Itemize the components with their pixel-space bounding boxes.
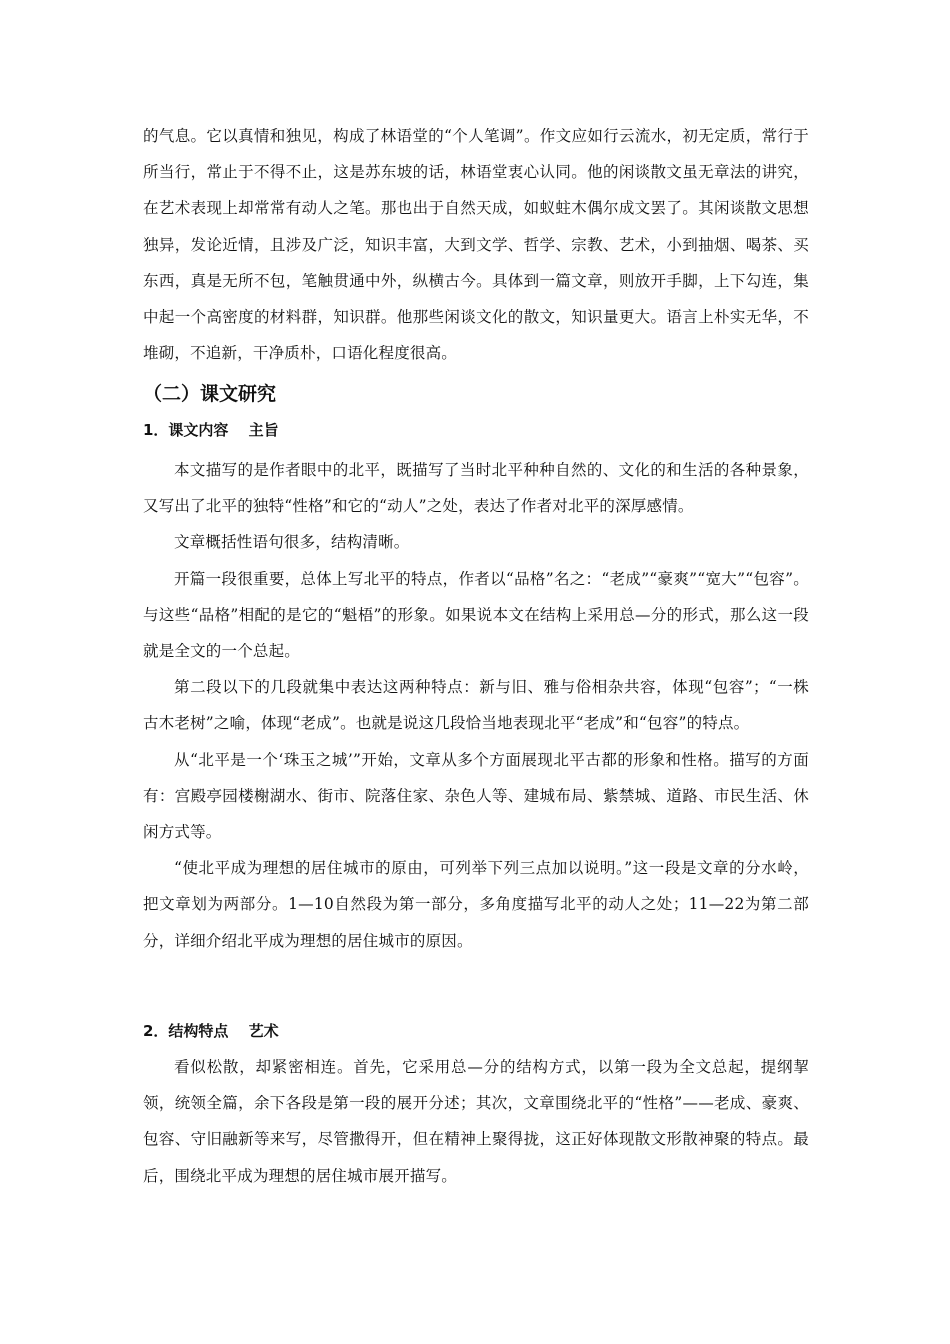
part2-body — [143, 1049, 809, 1194]
intro-paragraph: 的气息。它以真情和独见，构成了林语堂的“个人笔调”。作文应如行云流水，初无定质，常行于所当行，常止于不得不止，这是苏东坡的话，林语堂衷心认同。他的闲谈散文虽无章法的讲究，在艺术表现上却常常有动人之笔。那也出于自然天成，如蚁蛀木偶尔成文罢了。其闲谈散文思想独异，发论近情，且涉及广泛，知识丰富，大到文学、哲学、宗教、艺术，小到抽烟、喝茶、买东西，真是无所不包，笔触贯通中外，纵横古今。具体到一篇文章，则放开手脚，上下勾连，集中起一个高密度的材料群，知识群。他那些闲谈文化的散文，知识量更大。语言上朴实无华，不堆砌，不追新，干净质朴，口语化程度很高。 — [143, 127, 809, 363]
part1-paragraph: 本文描写的是作者眼中的北平，既描写了当时北平种种自然的、文化的和生活的各种景象，又写出了北平的独特“性格”和它的“动人”之处，表达了作者对北平的深厚感情。 — [143, 461, 809, 516]
part2-heading: 2．结构特点 艺术 — [143, 1022, 279, 1040]
part1-paragraph: 开篇一段很重要，总体上写北平的特点，作者以“品格”名之：“老成”“豪爽”“宽大”“包容”。与这些“品格”相配的是它的“魁梧”的形象。如果说本文在结构上采用总—分的形式，那么这一段就是全文的一个总起。 — [143, 569, 809, 661]
part1-paragraph: 第二段以下的几段就集中表达这两种特点：新与旧、雅与俗相杂共容，体现“包容”；“一株古木老树”之喻，体现“老成”。也就是说这几段恰当地表现北平“老成”和“包容”的特点。 — [143, 678, 809, 733]
part2-paragraph: 看似松散，却紧密相连。首先，它采用总—分的结构方式，以第一段为全文总起，提纲挈领，统领全篇，余下各段是第一段的展开分述；其次，文章围绕北平的“性格”——老成、豪爽、包容、守旧融新等来写，尽管撒得开，但在精神上聚得拢，这正好体现散文形散神聚的特点。最后，围绕北平成为理想的居住城市展开描写。 — [143, 1058, 809, 1185]
part1-paragraph: 文章概括性语句很多，结构清晰。 — [174, 533, 410, 552]
part1-paragraph: “使北平成为理想的居住城市的原由，可列举下列三点加以说明。”这一段是文章的分水岭，把文章划为两部分。1—10自然段为第一部分，多角度描写北平的动人之处；11—22为第二部分，详细介绍北平成为理想的居住城市的原因。 — [143, 859, 809, 950]
part1-heading: 1．课文内容 主旨 — [143, 421, 279, 439]
section-title: （二）课文研究 — [143, 383, 277, 405]
part1-body — [143, 452, 809, 959]
part1-paragraph: 从“北平是一个‘珠玉之城’”开始，文章从多个方面展现北平古都的形象和性格。描写的方面有：宫殿亭园楼榭湖水、街市、院落住家、杂色人等、建城布局、紫禁城、道路、市民生活、休闲方式等。 — [143, 750, 809, 842]
